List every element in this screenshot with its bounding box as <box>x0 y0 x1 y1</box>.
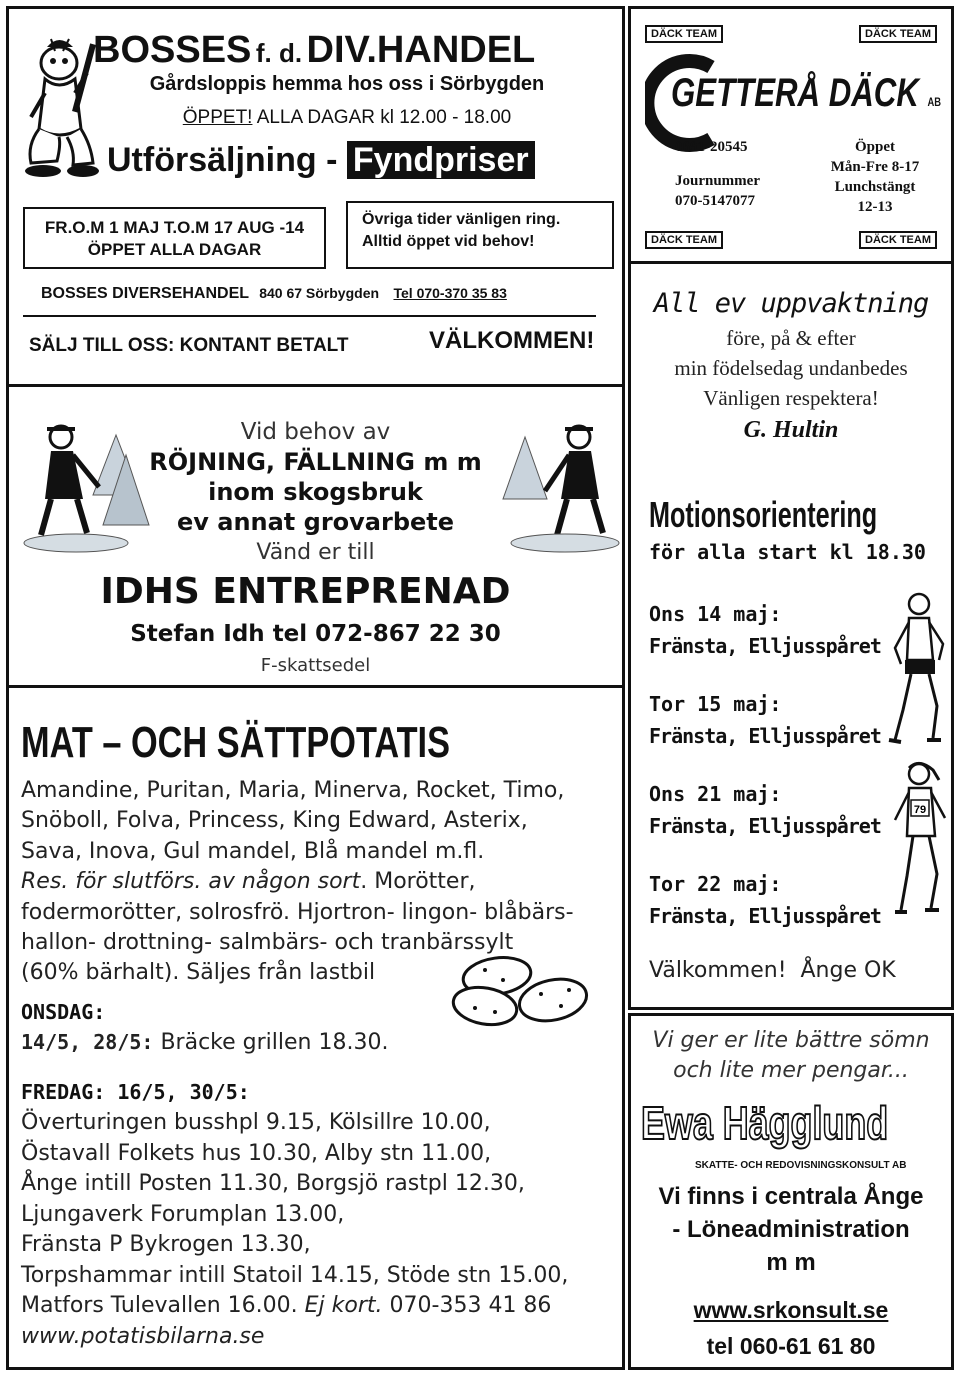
products-line2: fodermorötter, solrosfrö. Hjortron- lingon- blåbärs- <box>21 899 574 925</box>
gettera-ab: AB <box>927 95 942 109</box>
event-date: Ons 14 maj: <box>649 602 782 626</box>
welcome: VÄLKOMMEN! <box>429 327 595 354</box>
ewa-line2: - Löneadministration <box>672 1216 910 1243</box>
friday-stop: Östavall Folkets hus 10.30, Alby stn 11.00, <box>21 1140 492 1166</box>
wednesday-dates: 14/5, 28/5: <box>21 1030 154 1054</box>
ewa-subtitle: SKATTE- OCH REDOVISNINGSKONSULT AB <box>695 1160 907 1171</box>
potatis-ad <box>6 685 625 1370</box>
male-runner-illustration <box>887 590 951 750</box>
reserve-note: Res. för slutförs. av någon sort <box>21 869 361 895</box>
friday-stop: Torpshammar intill Statoil 14.15, Stöde stn 15.00, <box>21 1262 569 1288</box>
ewa-tagline2: och lite mer pengar... <box>673 1058 909 1083</box>
idhs-company: IDHS ENTREPRENAD <box>100 571 511 612</box>
address-place: 840 67 Sörbygden <box>259 285 380 301</box>
gettera-ad <box>628 6 954 264</box>
ewa-line1: Vi finns i centrala Ånge <box>658 1183 924 1210</box>
bosses-subtitle: Gårdsloppis hemma hos oss i Sörbygden <box>149 73 545 95</box>
event-date: Tor 22 maj: <box>649 872 782 896</box>
ewa-website[interactable]: www.srkonsult.se <box>693 1297 889 1323</box>
event-place: Fränsta, Elljusspåret <box>649 724 881 748</box>
other-line2: Alltid öppet vid behov! <box>362 233 535 250</box>
event-date: Ons 21 maj: <box>649 782 782 806</box>
bosses-title-fd: f. d. <box>255 38 303 68</box>
open-hours: ALLA DAGAR kl 12.00 - 18.00 <box>256 107 512 128</box>
no-card-note: Ej kort. <box>304 1293 383 1318</box>
open-days: Mån-Fre 8-17 <box>830 159 920 175</box>
open-label: Öppet <box>854 139 895 155</box>
address-tel: Tel 070-370 35 83 <box>393 285 507 301</box>
sale-highlight: Fyndpriser <box>347 141 535 179</box>
open-word: ÖPPET! <box>182 107 253 128</box>
divider <box>23 315 596 317</box>
wednesday-place: Bräcke grillen 18.30. <box>160 1030 389 1055</box>
event-date: Tor 15 maj: <box>649 692 782 716</box>
birthday-line3: Vänligen respektera! <box>703 386 879 410</box>
idhs-line4: ev annat grovarbete <box>176 508 455 536</box>
motion-closing: Välkommen! Ånge OK <box>649 958 896 983</box>
lunch-hours: 12-13 <box>857 199 893 215</box>
sale-label: Utförsäljning - <box>107 141 338 179</box>
friday-stop: Ljungaverk Forumplan 13.00, <box>21 1201 345 1227</box>
period-box <box>23 207 326 269</box>
event-place: Fränsta, Elljusspåret <box>649 634 881 658</box>
journummer-label: Journummer <box>675 173 760 189</box>
gettera-name: GETTERÅ DÄCK <box>671 71 919 115</box>
idhs-tax: F-skattsedel <box>260 655 371 676</box>
idhs-ad <box>6 387 625 685</box>
period-line2: ÖPPET ALLA DAGAR <box>87 240 262 259</box>
varieties-line3: Sava, Inova, Gul mandel, Blå mandel m.fl. <box>21 838 485 864</box>
motion-ad <box>628 464 954 1010</box>
varieties-line1: Amandine, Puritan, Maria, Minerva, Rocket, Timo, <box>21 778 565 803</box>
ewa-name: Ewa Hägglund <box>641 1097 889 1149</box>
runner-bib-number: 79 <box>913 804 927 816</box>
idhs-line1: Vid behov av <box>240 419 391 445</box>
wednesday-label: ONSDAG: <box>21 1000 106 1024</box>
friday-stop: Överturingen busshpl 9.15, Kölsillre 10.00, <box>21 1110 491 1135</box>
birthday-line2: min födelsedag undanbedes <box>674 356 908 380</box>
idhs-line2: RÖJNING, FÄLLNING m m <box>149 448 482 476</box>
friday-stop: Ånge intill Posten 11.30, Borgsjö rastpl 12.30, <box>21 1171 525 1196</box>
last-phone: 070-353 41 86 <box>389 1293 552 1318</box>
motion-start: för alla start kl 18.30 <box>649 540 926 564</box>
idhs-contact: Stefan Idh tel 072-867 22 30 <box>130 621 501 647</box>
products-line4: (60% bärhalt). Säljes från lastbil <box>21 960 376 986</box>
birthday-line1: före, på & efter <box>726 326 856 350</box>
address-name: BOSSES DIVERSEHANDEL <box>41 285 249 302</box>
friday-label: FREDAG: 16/5, 30/5: <box>21 1080 250 1104</box>
other-line1: Övriga tider vänligen ring. <box>362 211 561 228</box>
ewa-phone: tel 060-61 61 80 <box>706 1333 876 1359</box>
bosses-title-div: DIV.HANDEL <box>306 29 536 71</box>
journummer: 070-5147077 <box>675 193 755 209</box>
bosses-ad <box>6 6 625 387</box>
products-line3: hallon- drottning- salmbärs- och tranbärssylt <box>21 930 514 956</box>
event-place: Fränsta, Elljusspåret <box>649 904 881 928</box>
last-stop: Matfors Tulevallen 16.00. <box>21 1293 298 1318</box>
birthday-signature: G. Hultin <box>743 417 839 443</box>
idhs-line5: Vänd er till <box>256 540 375 565</box>
varieties-line2: Snöboll, Folva, Princess, King Edward, Asterix, <box>21 808 528 834</box>
ewa-tagline1: Vi ger er lite bättre sömn <box>652 1028 930 1053</box>
event-place: Fränsta, Elljusspåret <box>649 814 881 838</box>
friday-stop: Fränsta P Bykrogen 13.30, <box>21 1232 311 1257</box>
dackteam-badge: DÄCK TEAM <box>859 231 937 249</box>
potatoes-illustration <box>445 950 595 1032</box>
dackteam-badge: DÄCK TEAM <box>859 25 937 43</box>
potatis-website[interactable]: www.potatisbilarna.se <box>21 1323 265 1349</box>
other-times-box <box>346 201 614 269</box>
birthday-heading: All ev uppvaktning <box>653 288 929 319</box>
motion-heading: Motionsorientering <box>649 494 878 535</box>
ewa-ad <box>628 1013 954 1370</box>
bosses-title: BOSSES <box>93 29 252 71</box>
ewa-line3: m m <box>766 1249 816 1276</box>
dackteam-badge: DÄCK TEAM <box>645 231 723 249</box>
idhs-line3: inom skogsbruk <box>208 478 423 506</box>
period-line1: FR.O.M 1 MAJ T.O.M 17 AUG -14 <box>44 218 305 237</box>
reserve-rest: . Morötter, <box>360 869 476 895</box>
female-runner-illustration <box>889 760 953 920</box>
sell-to-us: SÄLJ TILL OSS: KONTANT BETALT <box>29 335 349 356</box>
lunch-label: Lunchstängt <box>834 179 916 195</box>
dackteam-badge: DÄCK TEAM <box>645 25 723 43</box>
gettera-phone: 0691-20545 <box>675 139 748 155</box>
birthday-notice <box>628 264 954 464</box>
potatis-heading: MAT – OCH SÄTTPOTATIS <box>21 718 450 767</box>
